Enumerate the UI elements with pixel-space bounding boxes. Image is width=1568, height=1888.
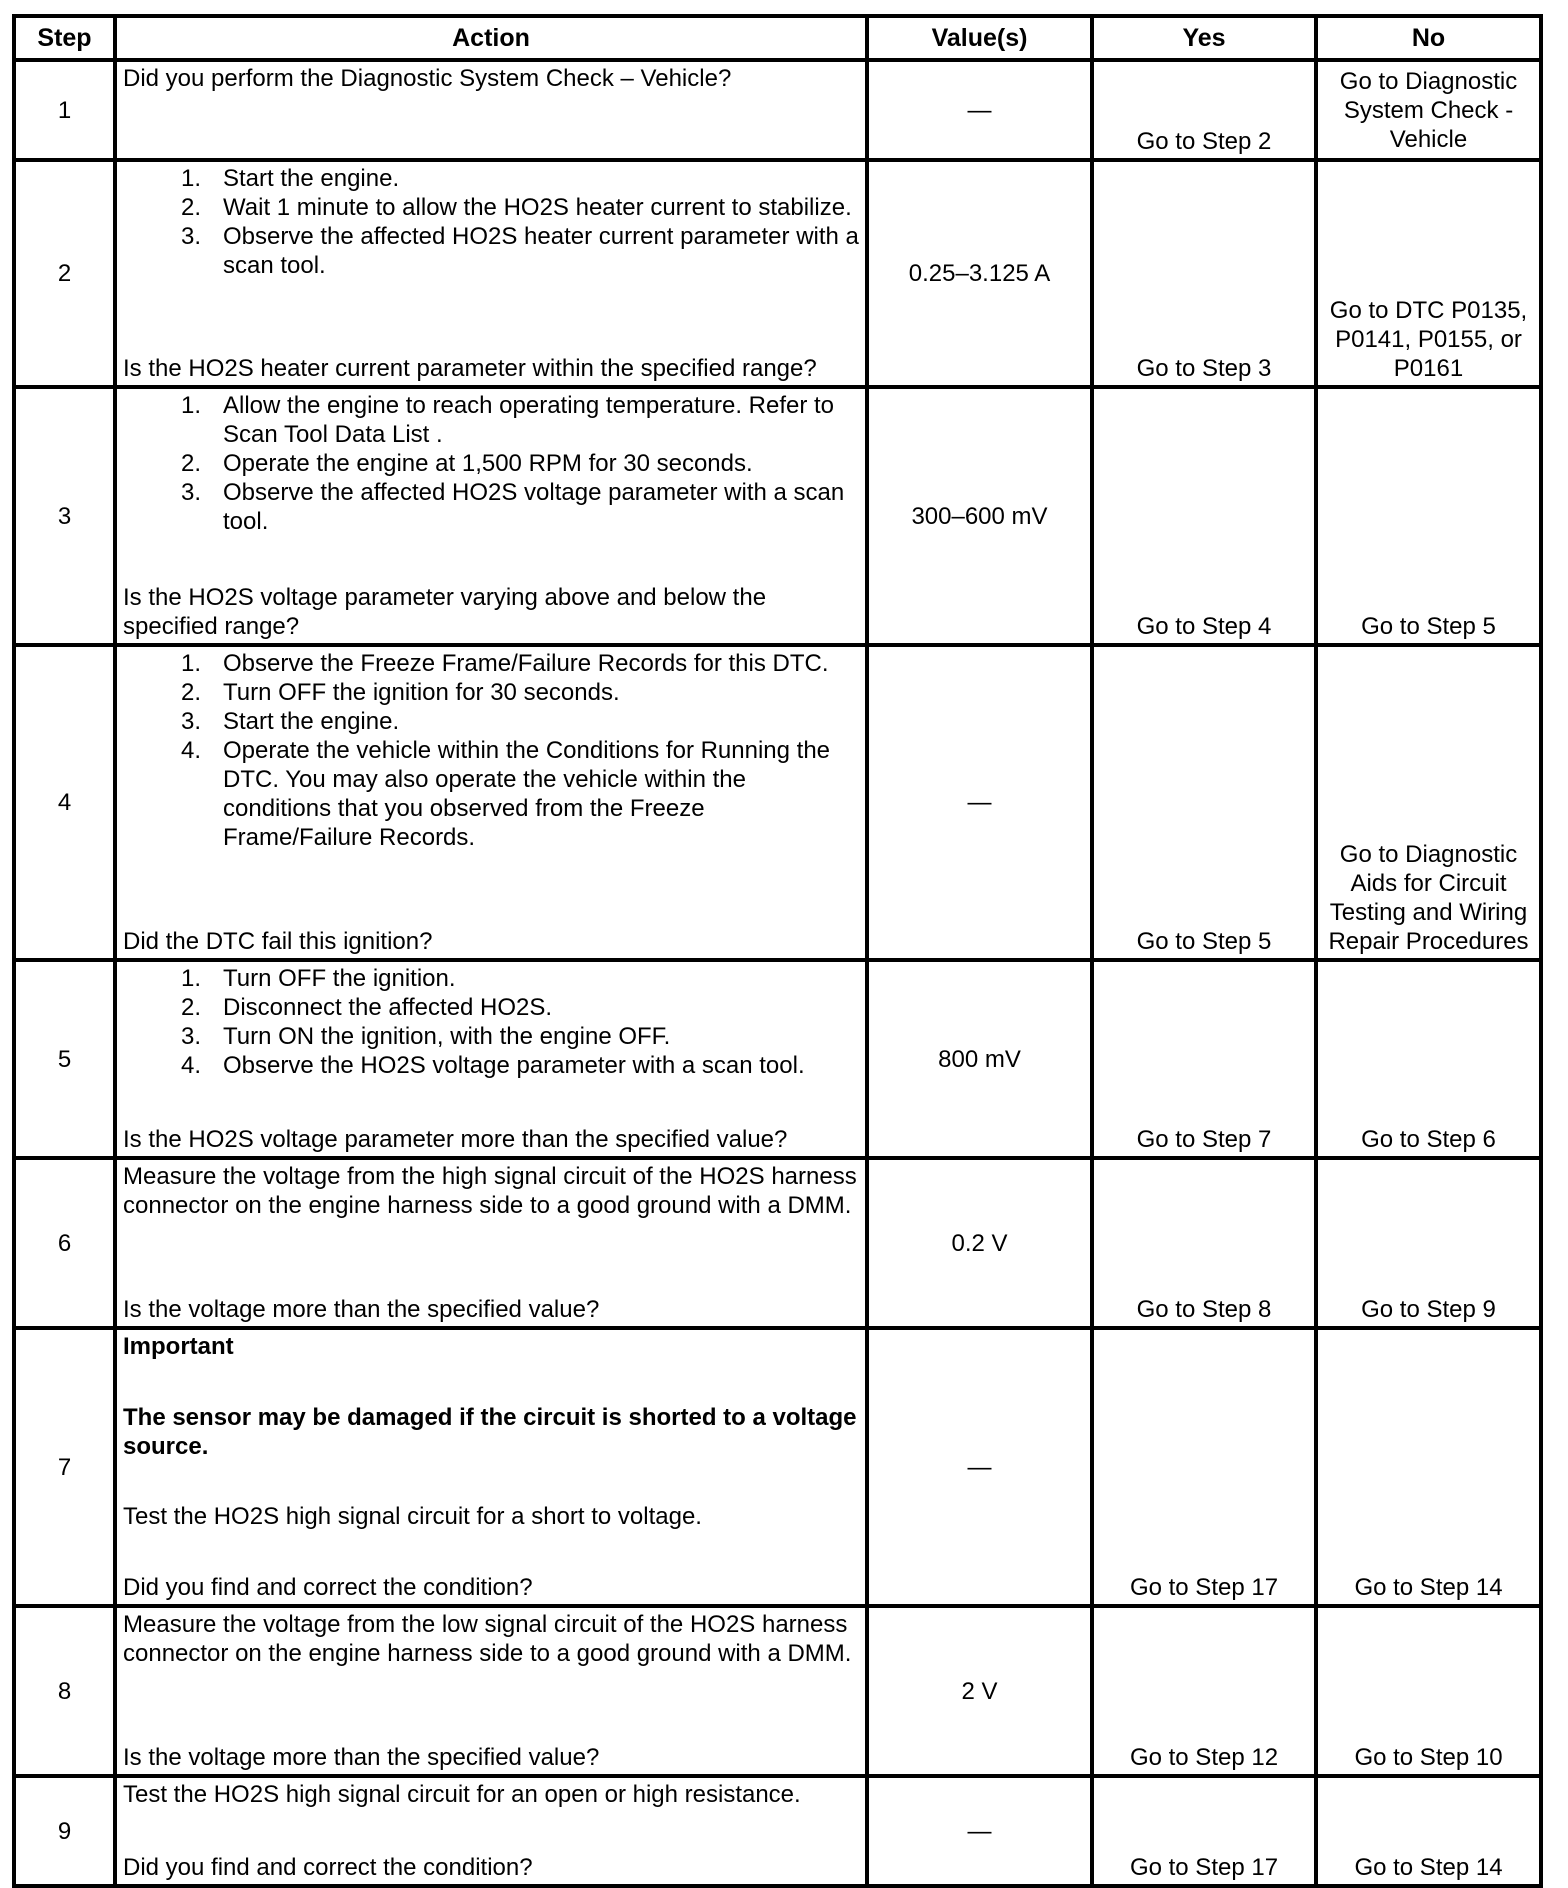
yes-cell: Go to Step 5 <box>1092 645 1316 960</box>
list-item: 4. Observe the HO2S voltage parameter with a scan tool. <box>180 1052 805 1079</box>
action-steps <box>123 964 859 1080</box>
action-cell <box>115 1328 867 1606</box>
step-number: 6 <box>14 1158 115 1328</box>
list-item: 3. Start the engine. <box>180 708 400 735</box>
yes-cell: Go to Step 8 <box>1092 1158 1316 1328</box>
yes-cell: Go to Step 17 <box>1092 1328 1316 1606</box>
action-cell <box>115 1158 867 1328</box>
table-row <box>14 160 1541 387</box>
action-cell <box>115 960 867 1158</box>
action-cell <box>115 645 867 960</box>
header-yes: Yes <box>1092 16 1316 60</box>
no-cell: Go to Diagnostic System Check - Vehicle <box>1316 60 1541 160</box>
value-cell: — <box>867 1328 1092 1606</box>
yes-cell: Go to Step 3 <box>1092 160 1316 387</box>
yes-cell: Go to Step 12 <box>1092 1606 1316 1776</box>
table-row <box>14 1328 1541 1606</box>
value-cell: 0.25–3.125 A <box>867 160 1092 387</box>
action-question: Is the HO2S heater current parameter within the specified range? <box>123 355 817 382</box>
header-no: No <box>1316 16 1541 60</box>
action-question: Is the HO2S voltage parameter varying above and below the specified range? <box>123 584 767 640</box>
list-item: 2. Disconnect the affected HO2S. <box>180 994 553 1021</box>
action-question: Is the HO2S voltage parameter more than the specified value? <box>123 1126 788 1153</box>
list-item: 1. Observe the Freeze Frame/Failure Records for this DTC. <box>180 650 829 677</box>
value-cell: 300–600 mV <box>867 387 1092 645</box>
table-row <box>14 60 1541 160</box>
header-values: Value(s) <box>867 16 1092 60</box>
table-row <box>14 645 1541 960</box>
list-item: 3. Turn ON the ignition, with the engine OFF. <box>180 1023 671 1050</box>
step-number: 3 <box>14 387 115 645</box>
no-cell: Go to Step 14 <box>1316 1776 1541 1886</box>
list-item: 2. Turn OFF the ignition for 30 seconds. <box>180 679 620 706</box>
diagnostic-table <box>12 14 1543 1888</box>
step-number: 9 <box>14 1776 115 1886</box>
list-item: 1. Allow the engine to reach operating temperature. Refer to Scan Tool Data List . <box>180 392 835 448</box>
table-row <box>14 1606 1541 1776</box>
header-row <box>14 16 1541 60</box>
action-cell <box>115 60 867 160</box>
no-cell: Go to Step 14 <box>1316 1328 1541 1606</box>
yes-cell: Go to Step 17 <box>1092 1776 1316 1886</box>
value-cell: — <box>867 645 1092 960</box>
value-cell: 0.2 V <box>867 1158 1092 1328</box>
list-item: 3. Observe the affected HO2S heater current parameter with a scan tool. <box>180 223 859 279</box>
step-number: 4 <box>14 645 115 960</box>
action-steps <box>123 164 859 280</box>
important-title: Important <box>123 1333 234 1360</box>
no-cell: Go to Step 9 <box>1316 1158 1541 1328</box>
value-cell: 800 mV <box>867 960 1092 1158</box>
action-question: Did you find and correct the condition? <box>123 1573 533 1601</box>
list-item: 3. Observe the affected HO2S voltage parameter with a scan tool. <box>180 479 845 535</box>
list-item: 4. Operate the vehicle within the Conditions for Running the DTC. You may also operate the vehicle within the conditions that you observed from the Freeze Frame/Failure Records. <box>180 737 831 851</box>
action-question: Did you find and correct the condition? <box>123 1854 533 1881</box>
list-item: 2. Wait 1 minute to allow the HO2S heater current to stabilize. <box>180 194 852 221</box>
action-cell <box>115 387 867 645</box>
step-number: 8 <box>14 1606 115 1776</box>
no-cell: Go to Step 5 <box>1316 387 1541 645</box>
action-question: Did the DTC fail this ignition? <box>123 928 433 955</box>
yes-cell: Go to Step 7 <box>1092 960 1316 1158</box>
yes-cell: Go to Step 4 <box>1092 387 1316 645</box>
no-cell: Go to Diagnostic Aids for Circuit Testing and Wiring Repair Procedures <box>1316 645 1541 960</box>
yes-cell: Go to Step 2 <box>1092 60 1316 160</box>
step-number: 2 <box>14 160 115 387</box>
action-cell <box>115 160 867 387</box>
action-text: Did you perform the Diagnostic System Check – Vehicle? <box>123 65 732 92</box>
table-row <box>14 960 1541 1158</box>
action-steps <box>123 391 859 536</box>
list-item: 1. Start the engine. <box>180 165 400 192</box>
action-text: Measure the voltage from the high signal circuit of the HO2S harness connector on the engine harness side to a good ground with a DMM. <box>123 1163 857 1219</box>
no-cell: Go to Step 10 <box>1316 1606 1541 1776</box>
no-cell: Go to DTC P0135, P0141, P0155, or P0161 <box>1316 160 1541 387</box>
important-text: The sensor may be damaged if the circuit is shorted to a voltage source. <box>123 1403 857 1460</box>
value-cell: — <box>867 1776 1092 1886</box>
action-text: Test the HO2S high signal circuit for an open or high resistance. <box>123 1781 801 1808</box>
action-question: Is the voltage more than the specified value? <box>123 1296 600 1323</box>
value-cell: 2 V <box>867 1606 1092 1776</box>
step-number: 5 <box>14 960 115 1158</box>
no-cell: Go to Step 6 <box>1316 960 1541 1158</box>
action-question: Is the voltage more than the specified value? <box>123 1744 600 1771</box>
value-cell: — <box>867 60 1092 160</box>
table-row <box>14 387 1541 645</box>
action-steps <box>123 649 859 852</box>
action-cell <box>115 1606 867 1776</box>
step-number: 7 <box>14 1328 115 1606</box>
header-action: Action <box>115 16 867 60</box>
table-row <box>14 1158 1541 1328</box>
action-text: Test the HO2S high signal circuit for a short to voltage. <box>123 1503 702 1531</box>
list-item: 2. Operate the engine at 1,500 RPM for 30 seconds. <box>180 450 753 477</box>
action-text: Measure the voltage from the low signal circuit of the HO2S harness connector on the engine harness side to a good ground with a DMM. <box>123 1611 852 1667</box>
header-step: Step <box>14 16 115 60</box>
list-item: 1. Turn OFF the ignition. <box>180 965 456 992</box>
step-number: 1 <box>14 60 115 160</box>
